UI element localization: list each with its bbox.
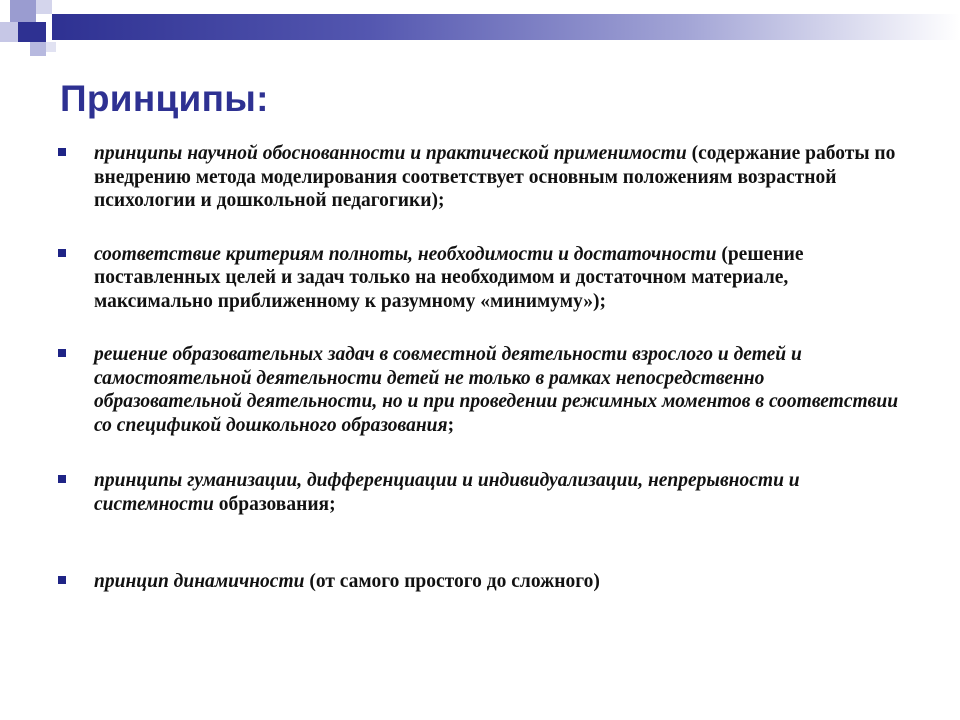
bullet-square-icon (58, 475, 66, 483)
bullet-square-icon (58, 148, 66, 156)
bullet-italic-text: решение образовательных задач в совместной деятельности взрослого и детей и самостоятельной деятельности детей не только в рамках непосредственно образовательной деятельности, но и при проведении режимных моментов в соответствии со спецификой дошкольного образования (94, 344, 899, 436)
bullet-italic-text: принципы научной обоснованности и практической применимости (94, 143, 687, 164)
decor-square (36, 0, 52, 14)
bullet-plain-text: (решение поставленных целей и задач только на необходимом и достаточном материале, максимально приближенному к разумному «минимуму»); (94, 243, 804, 312)
bullet-italic-text: принцип динамичности (94, 571, 305, 592)
bullet-plain-text: (от самого простого до сложного) (304, 571, 600, 592)
header-gradient-bar (52, 14, 960, 40)
decor-square (0, 22, 18, 42)
bullet-item (58, 142, 908, 213)
bullet-item (58, 570, 908, 594)
bullet-item (58, 469, 908, 516)
bullet-square-icon (58, 576, 66, 584)
bullet-item (58, 343, 908, 437)
decor-square (30, 42, 46, 56)
decor-square (18, 22, 46, 42)
bullet-plain-text: образования; (213, 493, 336, 515)
bullet-italic-text: принципы гуманизации, дифференциации и индивидуализации, непрерывности и системности (94, 470, 800, 515)
decor-square (46, 42, 56, 52)
bullet-plain-text: ; (447, 414, 455, 436)
bullet-list (58, 142, 908, 594)
bullet-italic-text: соответствие критериям полноты, необходимости и достаточности (94, 243, 717, 265)
bullet-plain-text: (содержание работы по внедрению метода моделирования соответствует основным положениям возрастной психологии и дошкольной педагогики); (94, 143, 896, 211)
bullet-item (58, 243, 908, 314)
decor-square (10, 0, 36, 22)
bullet-square-icon (58, 249, 66, 257)
bullet-square-icon (58, 349, 66, 357)
slide-title: Принципы: (60, 78, 269, 119)
